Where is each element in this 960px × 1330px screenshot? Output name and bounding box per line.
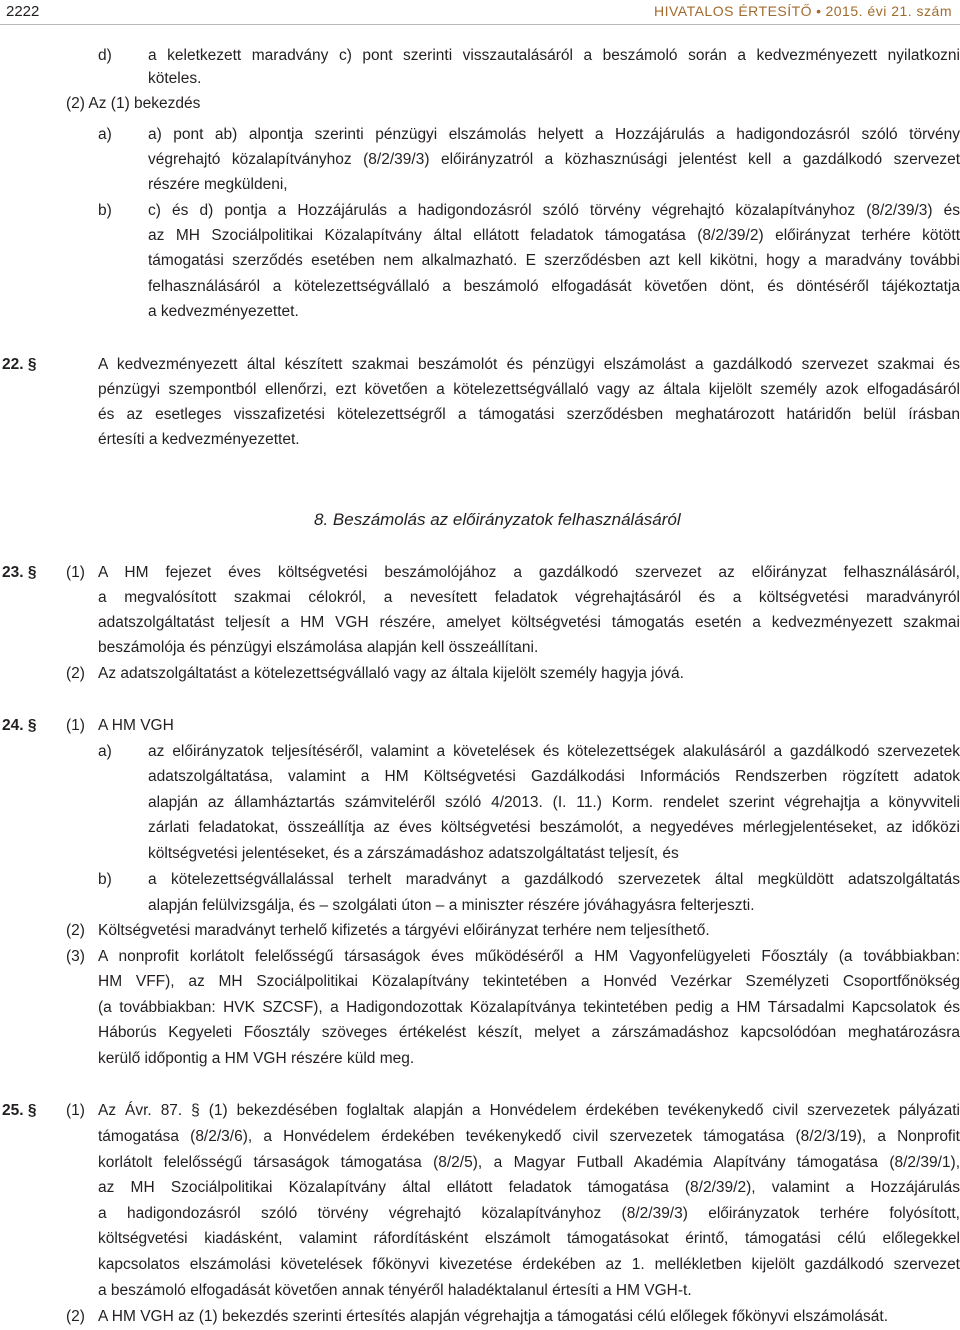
item-label: b)	[98, 871, 112, 888]
text-line: Költségvetési maradványt terhelő kifizetés a tárgyévi előirányzat terhére nem teljesíthető.	[98, 922, 710, 939]
section-number: 23. §	[2, 564, 37, 581]
page-header	[0, 0, 960, 26]
text-line: részére megküldeni,	[148, 176, 288, 193]
paragraph-heading: (2) Az (1) bekezdés	[66, 95, 201, 112]
text-line: a) pont ab) alpontja szerinti pénzügyi elszámolás helyett a Hozzájárulás a hadigondozásról szóló törvény	[148, 126, 960, 143]
text-line: A HM VGH	[98, 717, 174, 734]
text-line: kerülő időpontig a HM VGH részére küld meg.	[98, 1050, 415, 1067]
paragraph-number: (3)	[66, 948, 85, 965]
text-line: támogatása (8/2/3/6), a Honvédelem érdekében tevékenykedő civil szervezetek támogatása (8/2/3/19), a Nonprofit	[98, 1128, 960, 1145]
text-line: A kedvezményezett által készített szakmai beszámolót és pénzügyi elszámolást a gazdálkodó szervezet szakmai és	[98, 356, 960, 373]
text-line: az MH Szociálpolitikai Közalapítvány által ellátott feladatok támogatása (8/2/39/2) előirányzat terhére kötött	[148, 227, 960, 244]
text-line: HM VFF), az MH Szociálpolitikai Közalapítvány tekintetében a Honvéd Vezérkar Személyzeti Csoportfőnökség	[98, 973, 960, 990]
paragraph-number: (2)	[66, 665, 85, 682]
text-line: beszámolója és pénzügyi elszámolása alapján kell összeállítani.	[98, 639, 539, 656]
text-line: a keletkezett maradvány c) pont szerinti visszautalásáról a beszámoló során a kedvezményezett nyilatkozni	[148, 47, 960, 64]
item-label: b)	[98, 202, 112, 219]
text-line: a megvalósított szakmai célokról, a nevesített feladatok végrehajtásáról és a költségvetési maradványról	[98, 589, 960, 606]
text-line: A HM VGH az (1) bekezdés szerinti értesítés alapján végrehajtja a támogatási célú előlegek főkönyvi elszámolását.	[98, 1308, 889, 1325]
page-number: 2222	[6, 3, 40, 20]
text-line: Az adatszolgáltatást a kötelezettségvállaló vagy az általa kijelölt személy hagyja jóvá.	[98, 665, 684, 682]
text-line: adatszolgáltatása, valamint a HM Költségvetési Gazdálkodási Információs Rendszerben rögzített adatok	[148, 768, 960, 785]
text-line: pénzügyi szempontból ellenőrzi, ezt követően a kötelezettségvállaló vagy az általa kijelölt személy azok elfogadásáról	[98, 381, 960, 398]
text-line: támogatási szerződés esetében nem alkalmazható. E szerződésben azt kell kikötni, hogy a maradvány további	[148, 252, 960, 269]
paragraph-number: (1)	[66, 717, 85, 734]
text-line: A HM fejezet éves költségvetési beszámolójához a gazdálkodó szervezet az előirányzat felhasználásáról,	[98, 564, 960, 581]
text-line: köteles.	[148, 70, 202, 87]
section-heading: 8. Beszámolás az előirányzatok felhasználásáról	[314, 510, 681, 529]
text-line: értesíti a kedvezményezettet.	[98, 431, 300, 448]
running-title	[654, 3, 952, 19]
text-line: a beszámoló elfogadását követően annak tényéről haladéktalanul értesíti a HM VGH-t.	[98, 1282, 692, 1299]
paragraph-number: (2)	[66, 1308, 85, 1325]
publication-name: HIVATALOS ÉRTESÍTŐ	[653, 3, 813, 19]
text-line: költségvetési kiadásként, valamint ráfordításként elszámolt támogatásokat érintő, támogatási célú előlegekkel	[98, 1230, 960, 1247]
text-line: alapján felülvizsgálja, és – szolgálati úton – a miniszter részére jóváhagyásra felterjeszti.	[148, 897, 755, 914]
text-line: c) és d) pontja a Hozzájárulás a hadigondozásról szóló törvény végrehajtó közalapítványhoz (8/2/39/3) és	[148, 202, 960, 219]
item-label: d)	[98, 47, 112, 64]
text-line: végrehajtó közalapítványhoz (8/2/39/3) előirányzatról a közhasznúsági jelentést kell a gazdálkodó szervezet	[148, 151, 960, 168]
text-line: az MH Szociálpolitikai Közalapítvány által ellátott feladatok támogatása (8/2/39/2), valamint a Hozzájárulás	[98, 1179, 960, 1196]
text-line: korlátolt felelősségű társaságok támogatása (8/2/5), a Magyar Futball Akadémia Alapítvány támogatása (8/2/39/1),	[98, 1154, 960, 1171]
paragraph-number: (2)	[66, 922, 85, 939]
text-line: költségvetési jelentéseket, és a zárszámadáshoz adatszolgáltatást teljesít, és	[148, 845, 679, 862]
text-line: a kedvezményezettet.	[148, 303, 299, 320]
text-line: a hadigondozásról szóló törvény végrehajtó közalapítványhoz (8/2/39/3) előirányzatok terhére folyósított,	[98, 1205, 960, 1222]
section-number: 24. §	[2, 717, 37, 734]
text-line: Az Ávr. 87. § (1) bekezdésében foglaltak alapján a Honvédelem érdekében tevékenykedő civil szervezetek pályázati	[98, 1102, 960, 1119]
section-number: 22. §	[2, 356, 37, 373]
header-rule	[0, 24, 960, 25]
text-line: alapján az államháztartás számviteléről szóló 4/2013. (I. 11.) Korm. rendelet szerint végrehajtja a könyvviteli	[148, 794, 960, 811]
item-label: a)	[98, 743, 112, 760]
text-line: és az esetleges visszafizetési kötelezettségről a támogatási szerződésben meghatározott határidőn belül írásban	[98, 406, 960, 423]
text-line: az előirányzatok teljesítéséről, valamint a követelések és kötelezettségek alakulásáról a gazdálkodó szervezetek	[148, 743, 960, 760]
text-line: kapcsolatos elszámolási követelések főkönyvi kivezetése érdekében az 1. mellékletben kijelölt gazdálkodó szervezet	[98, 1256, 960, 1273]
paragraph-number: (1)	[66, 1102, 85, 1119]
title-separator: •	[816, 3, 822, 19]
paragraph-number: (1)	[66, 564, 85, 581]
text-line: zárlati feladatokat, összeállítja az éves költségvetési beszámolót, a negyedéves mérlegjelentéseket, az időközi	[148, 819, 960, 836]
text-line: A nonprofit korlátolt felelősségű társaságok éves működéséről a HM Vagyonfelügyeleti Főosztály (a továbbiakban:	[98, 948, 960, 965]
item-label: a)	[98, 126, 112, 143]
text-line: adatszolgáltatást teljesít a HM VGH részére, amelyet költségvetési támogatás esetén a kedvezményezett szakmai	[98, 614, 960, 631]
text-line: Háborús Kegyeleti Főosztály szöveges értékelést készít, melyet a zárszámadáshoz kapcsolódóan meghatározásra	[98, 1024, 960, 1041]
section-number: 25. §	[2, 1102, 37, 1119]
text-line: felhasználásáról a kötelezettségvállaló a beszámoló elfogadását követően dönt, és döntéséről tájékoztatja	[148, 278, 960, 295]
text-line: (a továbbiakban: HVK SZCSF), a Hadigondozottak Közalapítványa tekintetében pedig a HM Társadalmi Kapcsolatok és	[98, 999, 960, 1016]
text-line: a kötelezettségvállalással terhelt maradványt a gazdálkodó szervezetek által megküldött adatszolgáltatás	[148, 871, 960, 888]
issue-number: 2015. évi 21. szám	[825, 3, 952, 19]
